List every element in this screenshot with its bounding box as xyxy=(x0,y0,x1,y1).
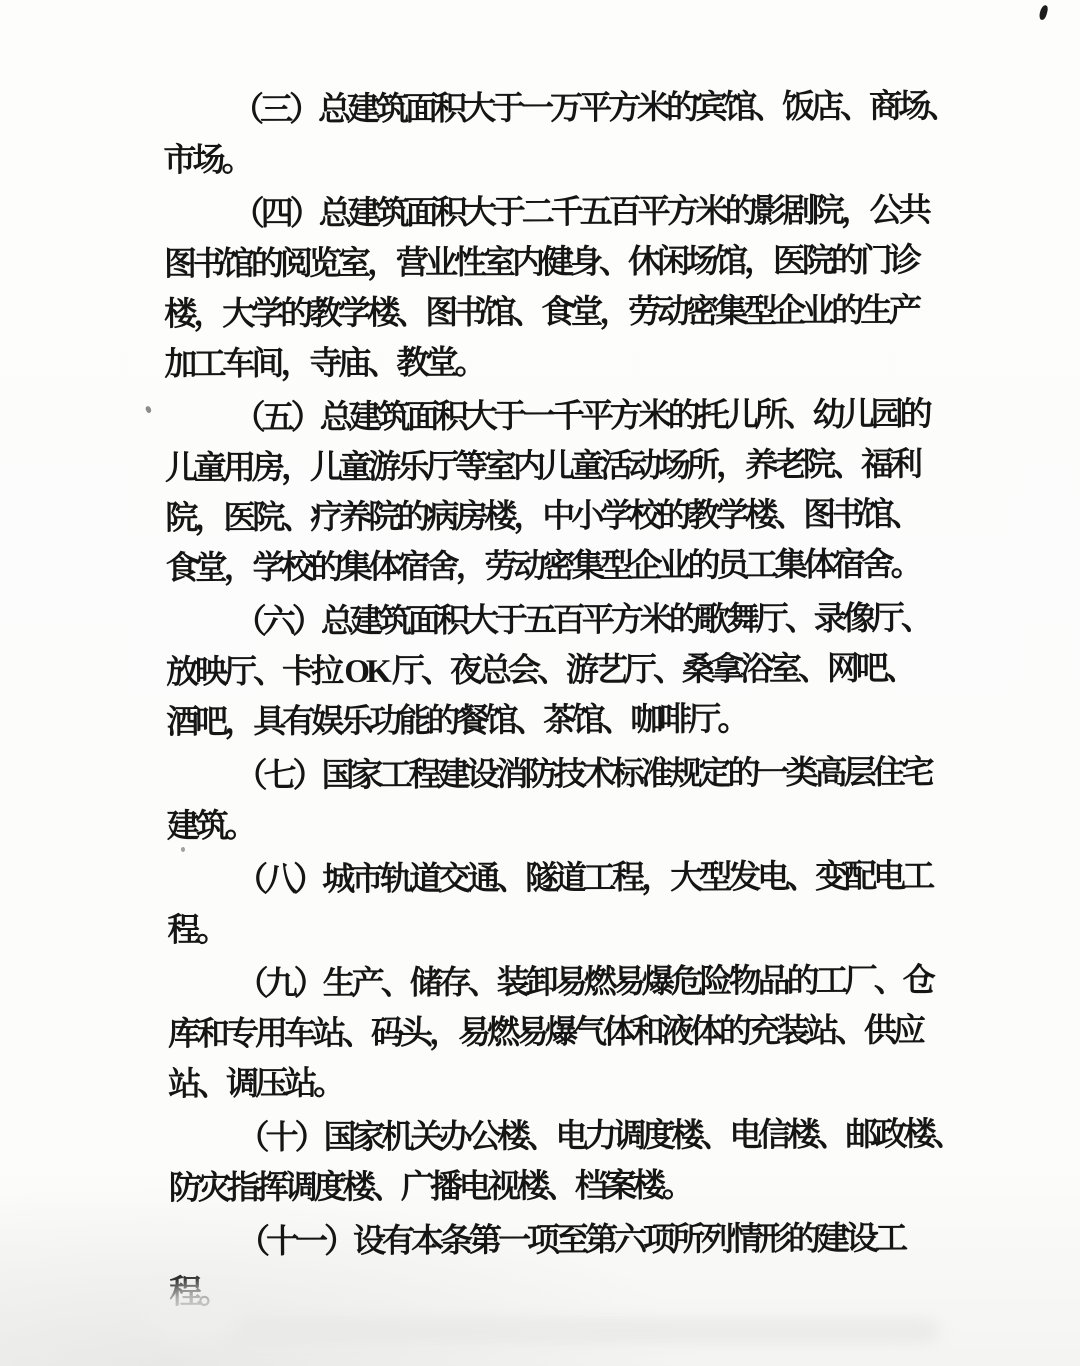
text-line: 院，医院、疗养院的病房楼，中小学校的教学楼、图书馆、 xyxy=(165,497,920,537)
text-line: （七）国家工程建设消防技术标准规定的一类高层住宅 xyxy=(234,754,931,795)
text-line: 防灾指挥调度楼、广播电视楼、档案楼。 xyxy=(168,1168,691,1207)
text-line: 加工车间，寺庙、教堂。 xyxy=(164,345,484,383)
text-line: （六）总建筑面积大于五百平方米的歌舞厅、录像厅、 xyxy=(233,600,930,641)
scan-smudge-bottom-left xyxy=(150,1284,240,1344)
text-line: 市场。 xyxy=(163,142,251,179)
scan-speck-top-right xyxy=(1038,4,1048,20)
text-line: （五）总建筑面积大于一千平方米的托儿所、幼儿园的 xyxy=(232,396,929,437)
text-line: （十一）设有本条第一项至第六项所列情形的建设工 xyxy=(236,1221,905,1261)
text-line: （三）总建筑面积大于一万平方米的宾馆、饭店、商场、 xyxy=(231,88,957,129)
text-line: （四）总建筑面积大于二千五百平方米的影剧院，公共 xyxy=(231,192,928,233)
scan-speck-left-margin-upper xyxy=(145,405,153,414)
text-line: 食堂，学校的集体宿舍，劳动密集型企业的员工集体宿舍。 xyxy=(165,547,920,587)
text-line: 建筑。 xyxy=(166,808,254,845)
text-line: 放映厅、卡拉 OK 厅、夜总会、游艺厅、桑拿浴室、网吧、 xyxy=(165,651,915,691)
text-line: 酒吧，具有娱乐功能的餐馆、茶馆、咖啡厅。 xyxy=(166,701,747,741)
text-line: 图书馆的阅览室，营业性室内健身、休闲场馆，医院的门诊 xyxy=(163,243,919,283)
text-line: 程。 xyxy=(167,912,226,949)
text-line: 库和专用车站、码头，易燃易爆气体和液体的充装站、供应 xyxy=(167,1013,923,1053)
scan-speck-left-margin-lower xyxy=(181,847,185,852)
document-text-block xyxy=(163,82,979,1318)
text-line: 儿童用房，儿童游乐厅等室内儿童活动场所，养老院、福利 xyxy=(164,447,920,487)
text-line: 楼，大学的教学楼、图书馆、食堂，劳动密集型企业的生产 xyxy=(164,293,919,333)
scan-smudge-bottom xyxy=(170,1318,940,1344)
text-line: （十）国家机关办公楼、电力调度楼、电信楼、邮政楼、 xyxy=(236,1116,962,1157)
text-line xyxy=(169,1264,979,1318)
text-line: 站、调压站。 xyxy=(168,1066,343,1103)
text-line: （八）城市轨道交通、隧道工程，大型发电、变配电工 xyxy=(235,858,932,899)
text-line: （九）生产、储存、装卸易燃易爆危险物品的工厂、仓 xyxy=(235,962,932,1003)
